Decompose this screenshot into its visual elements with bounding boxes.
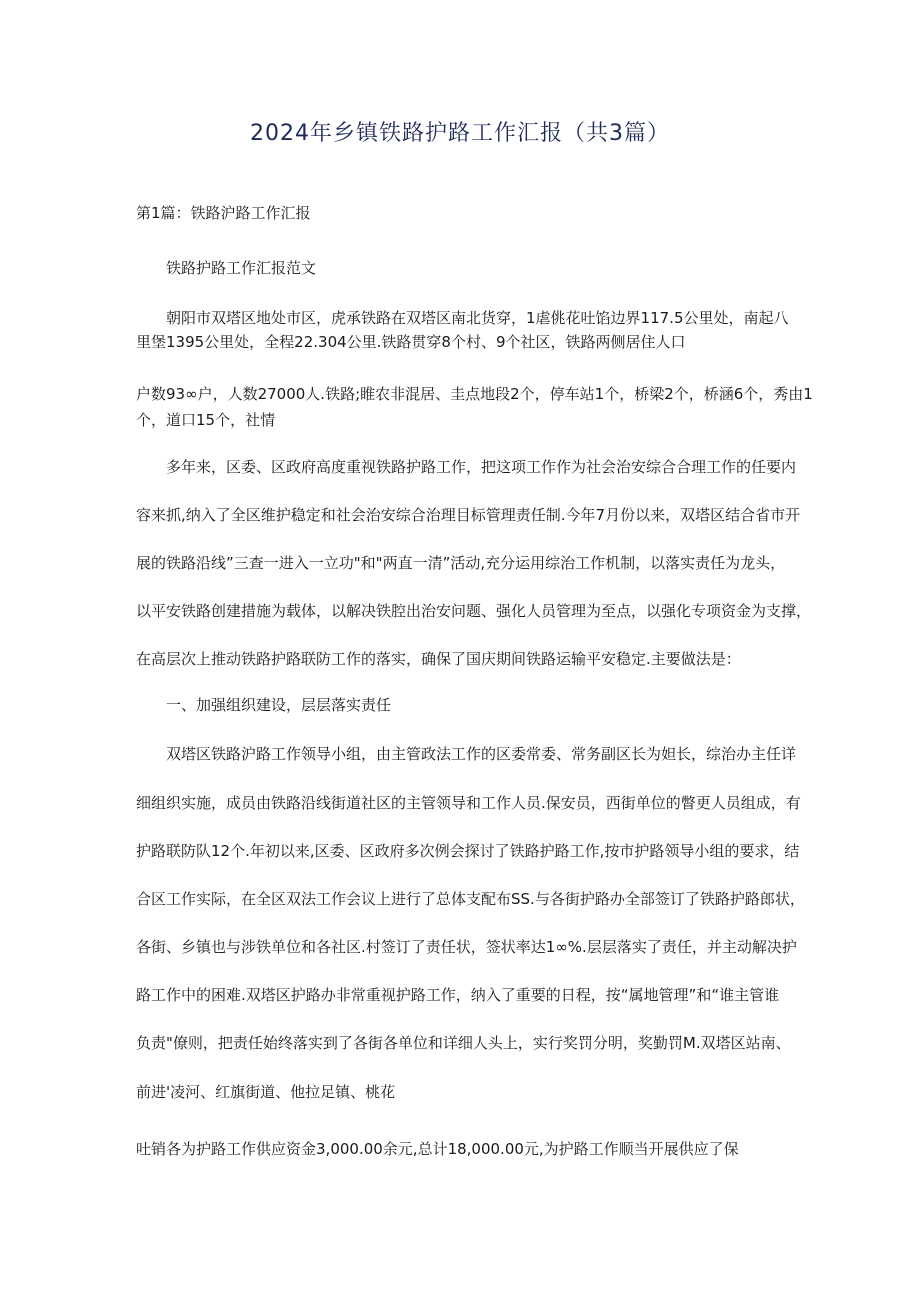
- paragraph-1-line: 里堡1395公里处，全程22.304公里.铁路贯穿8个村、9个社区，铁路两侧居住人口: [136, 333, 686, 351]
- paragraph-5-line: 吐销各为护路工作供应资金3,000.00余元,总计18,000.00元,为护路工作顺当开展供应了保: [136, 1140, 739, 1158]
- heading-1: 一、加强组织建设，层层落实责任: [166, 696, 392, 714]
- paragraph-3-line: 在高层次上推动铁路护路联防工作的落实，确保了国庆期间铁路运输平安稳定.主要做法是：: [136, 650, 741, 668]
- paragraph-3-line: 多年来，区委、区政府高度重视铁路护路工作，把这项工作作为社会治安综合合理工作的任要内: [166, 458, 797, 476]
- paragraph-4-line: 细组织实施，成员由铁路沿线街道社区的主管领导和工作人员.保安员，西街单位的瞥更人员组成，有: [136, 794, 801, 812]
- paragraph-4-line: 路工作中的困难.双塔区护路办非常重视护路工作，纳入了重要的日程，按“属地管理”和“谁主管谁: [136, 986, 780, 1004]
- paragraph-2-line: 个，道口15个，社情: [136, 411, 276, 429]
- paragraph-3-line: 以平安铁路创建措施为载体，以解决铁腔出治安问题、强化人员管理为至点，以强化专项资金为支撑，: [136, 602, 812, 620]
- paragraph-3-line: 展的铁路沿线”三查一进入一立功"和"两直一清”活动,充分运用综治工作机制，以落实责任为龙头，: [136, 554, 786, 572]
- paragraph-4-line: 合区工作实际，在全区双法工作会议上进行了总体支配布SS.与各街护路办全部签订了铁路护路郎状，: [136, 890, 805, 908]
- paragraph-4-line: 护路联防队12个.年初以来,区委、区政府多次例会探讨了铁路护路工作,按市护路领导小组的要求，结: [136, 842, 800, 860]
- section-heading: 第1篇：铁路沪路工作汇报: [136, 204, 311, 222]
- paragraph-4-line: 前进'凌河、红旗街道、他拉足镇、桃花: [136, 1083, 396, 1101]
- paragraph-4-line: 双塔区铁路沪路工作领导小组，由主管政法工作的区委常委、常务副区长为妲长，综治办主任详: [166, 745, 797, 763]
- paragraph-3-line: 容来抓,纳入了全区维护稳定和社会治安综合治理目标管理责任制.今年7月份以来，双塔区结合省市开: [136, 506, 801, 524]
- paragraph-1-line: 朝阳市双塔区地处市区，虎承铁路在双塔区南北货穿，1虐佻花吐馅边界117.5公里处，南起八: [166, 309, 789, 327]
- paragraph-4-line: 负责"僚则，把责任始终落实到了各街各单位和详细人头上，实行奖罚分明，奖勤罚M.双塔区站南、: [136, 1034, 791, 1052]
- subtitle: 铁路护路工作汇报范文: [166, 259, 317, 277]
- paragraph-2-line: 户数93∞户，人数27000人.铁路;睢农非混居、圭点地段2个，停车站1个，桥梁2个，桥涵6个，秀由1: [136, 385, 813, 403]
- document-title: 2024年乡镇铁路护路工作汇报（共3篇）: [250, 121, 670, 146]
- paragraph-4-line: 各街、乡镇也与涉铁单位和各社区.村签订了责任状，签状率达1∞%.层层落实了责任，并主动解决护: [136, 938, 797, 956]
